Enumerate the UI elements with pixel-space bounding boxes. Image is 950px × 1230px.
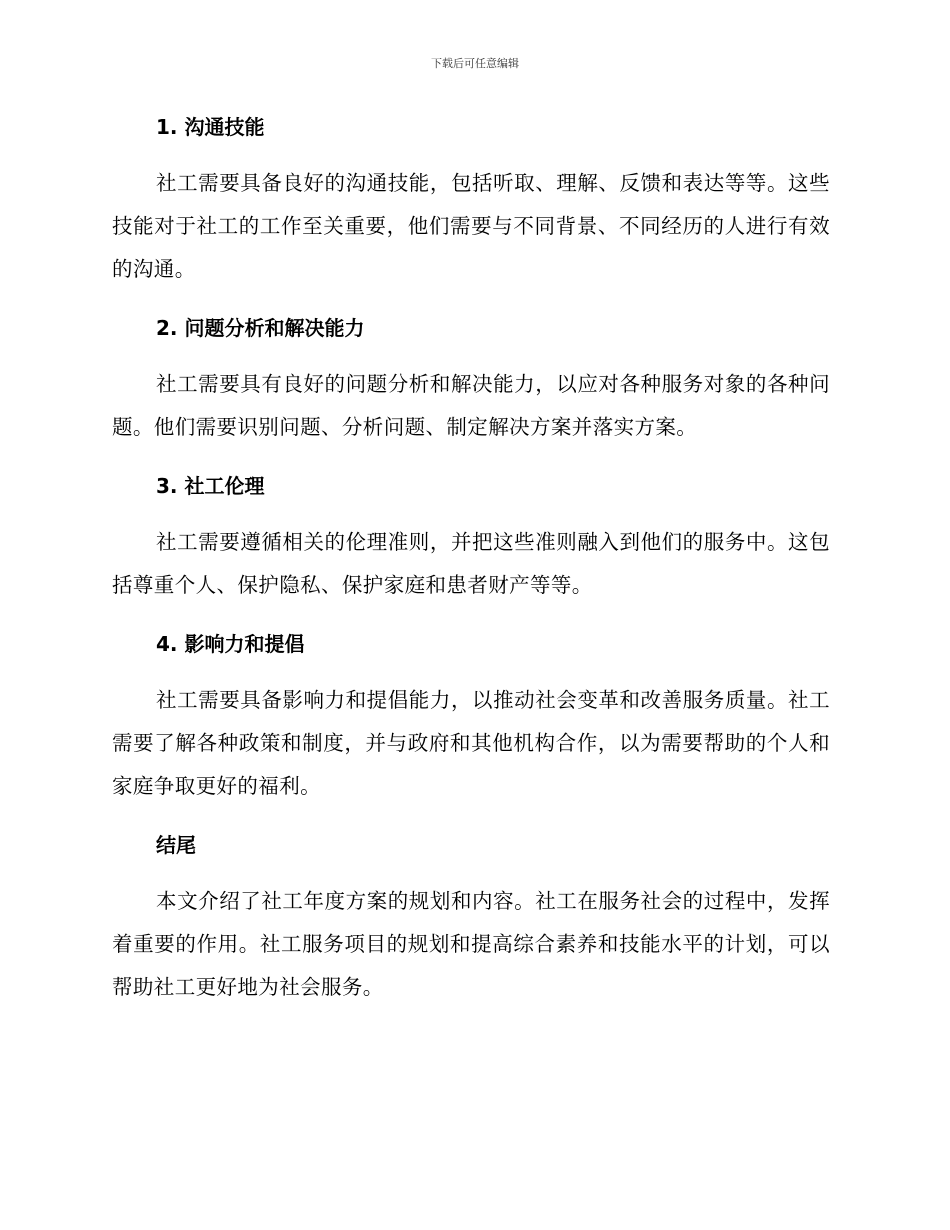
document-body — [112, 110, 830, 1029]
section-ethics — [112, 469, 830, 607]
section-paragraph: 社工需要具备良好的沟通技能，包括听取、理解、反馈和表达等等。这些技能对于社工的工作至关重要，他们需要与不同背景、不同经历的人进行有效的沟通。 — [112, 171, 830, 281]
section-problem-solving — [112, 311, 830, 449]
section-paragraph: 社工需要遵循相关的伦理准则，并把这些准则融入到他们的服务中。这包括尊重个人、保护隐私、保护家庭和患者财产等等。 — [112, 530, 830, 597]
header-note: 下载后可任意编辑 — [431, 57, 519, 70]
section-heading: 3. 社工伦理 — [156, 474, 265, 498]
section-influence-advocacy — [112, 627, 830, 808]
section-communication-skills — [112, 110, 830, 291]
section-conclusion — [112, 828, 830, 1009]
section-heading: 4. 影响力和提倡 — [156, 632, 305, 656]
section-paragraph: 社工需要具有良好的问题分析和解决能力，以应对各种服务对象的各种问题。他们需要识别问题、分析问题、制定解决方案并落实方案。 — [112, 372, 830, 439]
section-heading: 2. 问题分析和解决能力 — [156, 316, 365, 340]
section-paragraph: 本文介绍了社工年度方案的规划和内容。社工在服务社会的过程中，发挥着重要的作用。社工服务项目的规划和提高综合素养和技能水平的计划，可以帮助社工更好地为社会服务。 — [112, 889, 830, 999]
section-heading: 结尾 — [156, 833, 196, 857]
section-heading: 1. 沟通技能 — [156, 115, 265, 139]
section-paragraph: 社工需要具备影响力和提倡能力，以推动社会变革和改善服务质量。社工需要了解各种政策和制度，并与政府和其他机构合作，以为需要帮助的个人和家庭争取更好的福利。 — [112, 688, 830, 798]
